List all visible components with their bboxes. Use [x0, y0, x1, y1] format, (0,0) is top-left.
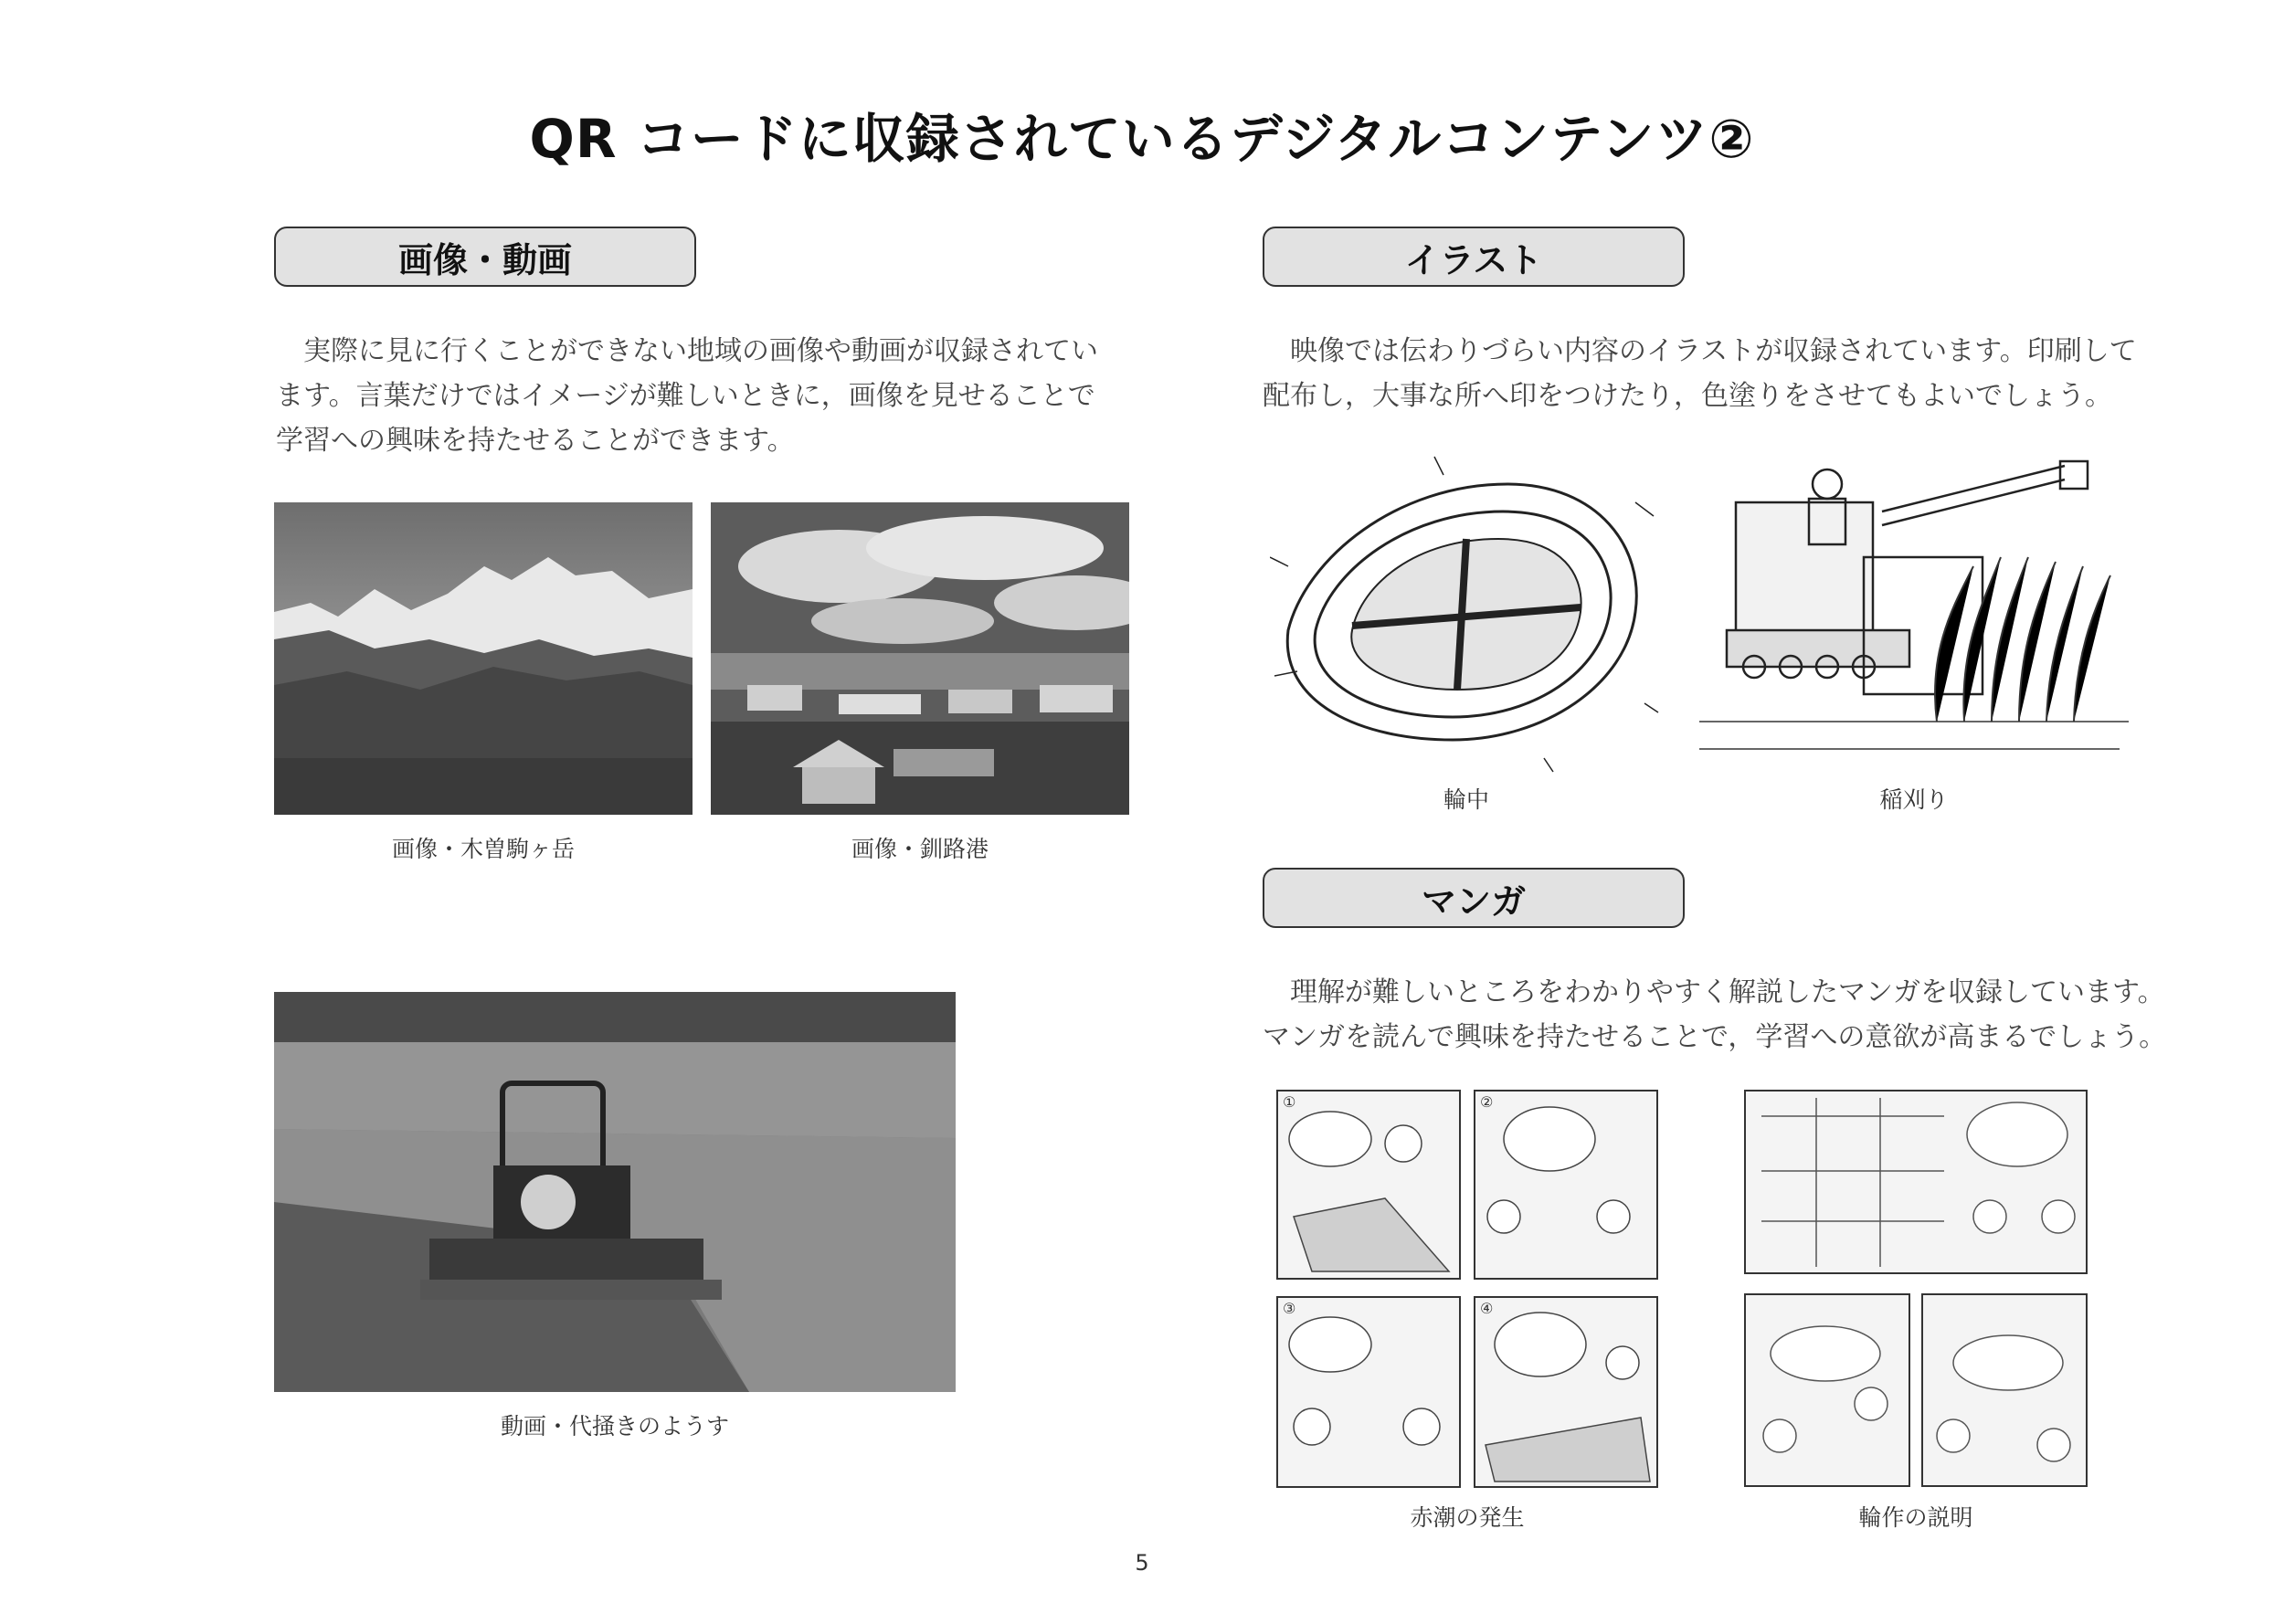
photo-kisokomagatake [274, 502, 693, 815]
images-videos-description [276, 329, 1098, 463]
illustration-wajuu [1270, 448, 1663, 776]
section-heading-label: 画像・動画 [397, 239, 572, 280]
description-line: 配布し，大事な所へ印をつけたり，色塗りをさせてもよいでしょう。 [1263, 380, 2112, 412]
section-heading-manga [1263, 868, 1685, 928]
illustration-inekari [1699, 448, 2129, 776]
manga-panel-number: ② [1480, 1093, 1494, 1111]
caption-kisokomagatake: 画像・木曽駒ヶ岳 [391, 836, 575, 862]
description-line: 実際に見に行くことができない地域の画像や動画が収録されてい [276, 335, 1098, 367]
photo-shirokaki [274, 992, 956, 1392]
description-line: 学習への興味を持たせることができます。 [276, 425, 795, 457]
manga-akashio [1275, 1089, 1659, 1489]
description-line: ます。言葉だけではイメージが難しいときに，画像を見せることで [276, 380, 1095, 412]
manga-panel-number: ③ [1283, 1300, 1296, 1317]
description-line: マンガを読んで興味を持たせることで，学習への意欲が高まるでしょう。 [1263, 1021, 2167, 1053]
caption-kushiro: 画像・釧路港 [851, 836, 989, 862]
caption-inekari: 稲刈り [1879, 786, 1949, 813]
photo-kushiro [711, 502, 1129, 815]
page-title: QR コードに収録されているデジタルコンテンツ② [529, 108, 1755, 170]
caption-wajuu: 輪中 [1443, 786, 1489, 813]
caption-akashio: 赤潮の発生 [1410, 1504, 1525, 1531]
page-number: 5 [1135, 1550, 1149, 1576]
illustrations-description [1263, 329, 2137, 418]
manga-panel-number: ④ [1480, 1300, 1494, 1317]
manga-panel-number: ① [1283, 1093, 1296, 1111]
section-heading-label: マンガ [1421, 881, 1526, 922]
description-line: 映像では伝わりづらい内容のイラストが収録されています。印刷して [1263, 335, 2137, 367]
manga-rinsaku [1743, 1089, 2088, 1489]
description-line: 理解が難しいところをわかりやすく解説したマンガを収録しています。 [1263, 976, 2165, 1008]
section-heading-images-videos [274, 227, 696, 287]
manga-description [1263, 970, 2166, 1060]
section-heading-illustrations [1263, 227, 1685, 287]
section-heading-label: イラスト [1404, 239, 1543, 280]
caption-rinsaku: 輪作の説明 [1858, 1504, 1973, 1531]
caption-shirokaki: 動画・代掻きのようす [500, 1413, 729, 1439]
